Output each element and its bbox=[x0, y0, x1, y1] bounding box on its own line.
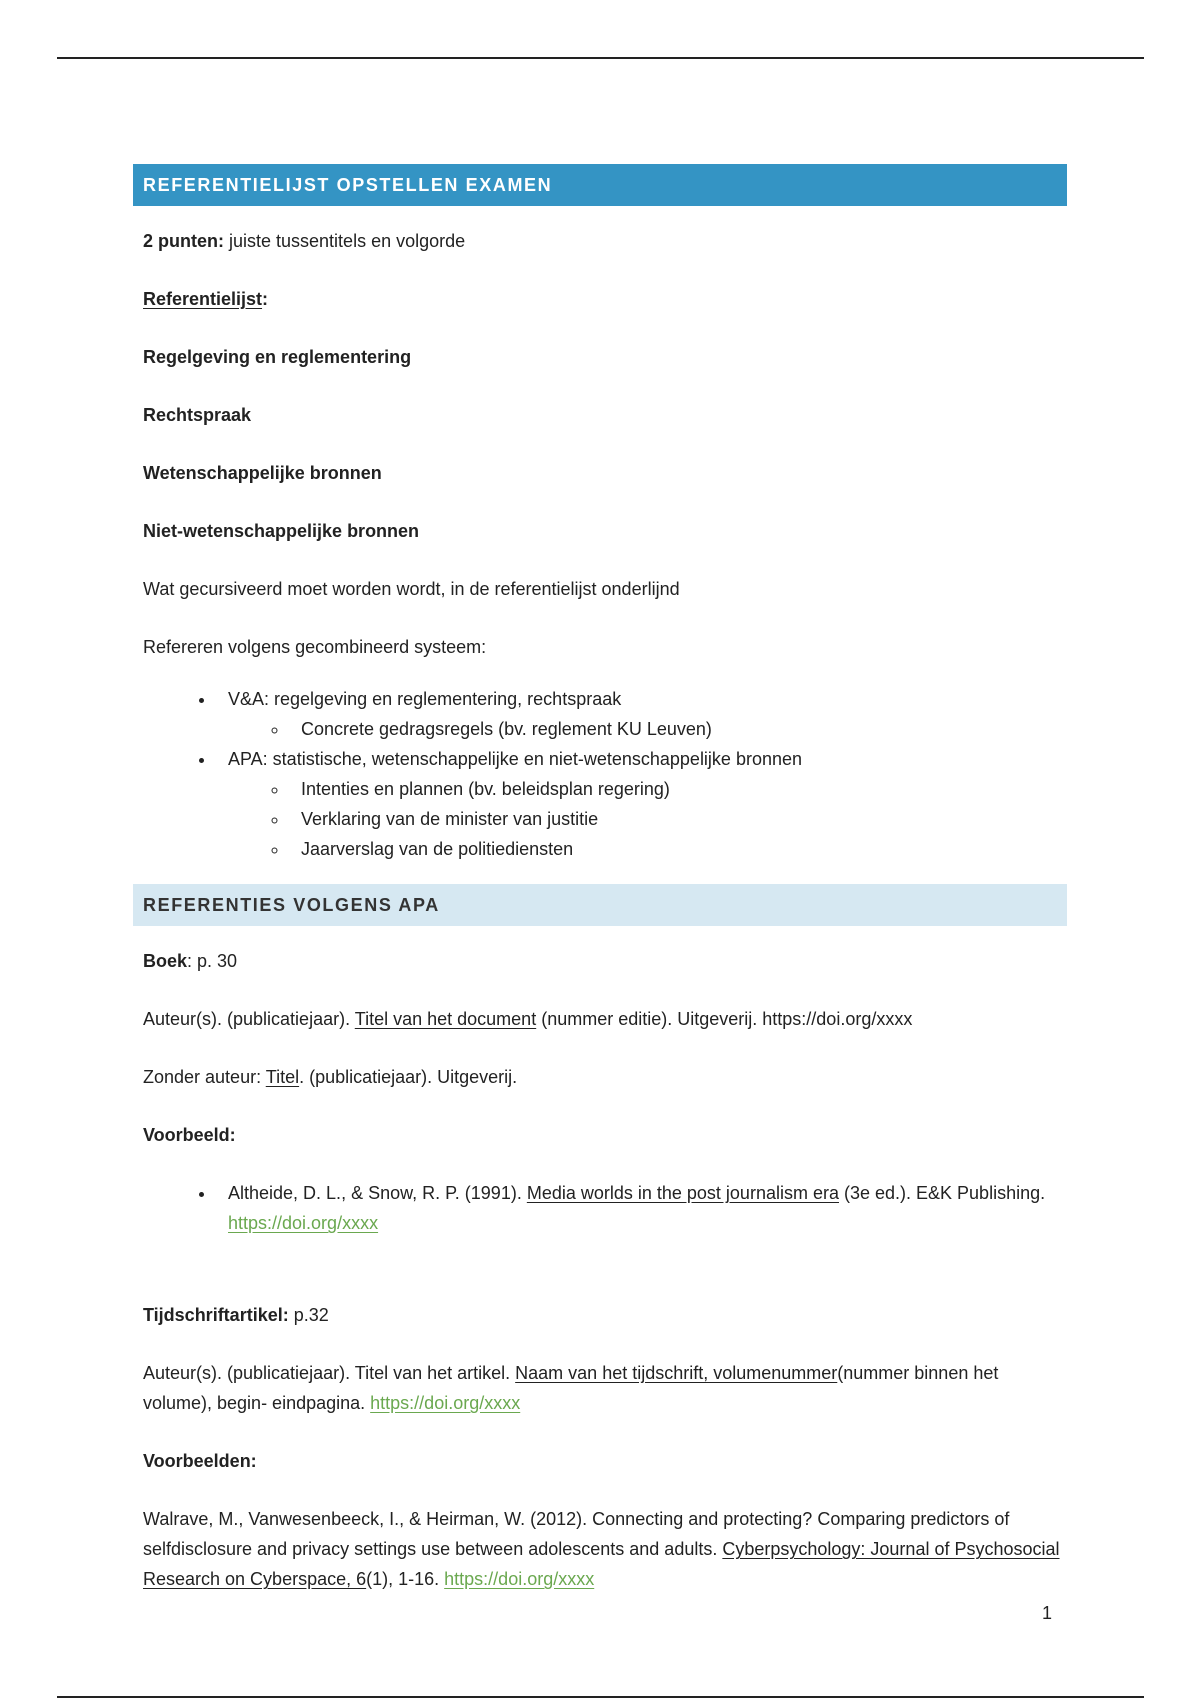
book-format-post: (nummer editie). Uitgeverij. https://doi.org/xxxx bbox=[536, 1009, 913, 1029]
book-label: Boek bbox=[143, 951, 188, 971]
book-example-pre: Altheide, D. L., & Snow, R. P. (1991). bbox=[228, 1183, 527, 1203]
book-noauthor bbox=[143, 1062, 1067, 1092]
list-item-text: V&A: regelgeving en reglementering, rechtspraak bbox=[228, 689, 622, 709]
footer-rule bbox=[57, 1696, 1144, 1698]
points-line bbox=[143, 226, 1067, 256]
reflist-label: Referentielijst bbox=[143, 289, 263, 309]
underline-note: Wat gecursiveerd moet worden wordt, in de referentielijst onderlijnd bbox=[143, 579, 680, 599]
sub-list-item: ◦ Intenties en plannen (bv. beleidsplan regering) bbox=[289, 774, 1067, 804]
article-example-journal: Cyberpsychology: Journal of Psychosocial Research on Cyberspace, 6 bbox=[143, 1539, 1060, 1589]
article-format-pre: Auteur(s). (publicatiejaar). Titel van het artikel. bbox=[143, 1363, 516, 1383]
article-label-line bbox=[143, 1300, 1067, 1330]
article-label: Tijdschriftartikel: bbox=[143, 1305, 289, 1325]
section-heading-referentielijst: REFERENTIELIJST OPSTELLEN EXAMEN bbox=[133, 164, 1067, 206]
article-page: p.32 bbox=[288, 1305, 329, 1325]
sub-list-item: ◦ Verklaring van de minister van justitie bbox=[289, 804, 1067, 834]
sub-list bbox=[228, 774, 1067, 864]
subtitle-regelgeving: Regelgeving en reglementering bbox=[143, 347, 412, 367]
book-label-line bbox=[143, 946, 1067, 976]
spacer bbox=[133, 1264, 1067, 1300]
list-item bbox=[216, 1178, 1067, 1238]
subtitle-niet-wetenschappelijk: Niet-wetenschappelijke bronnen bbox=[143, 521, 420, 541]
list-item-text: APA: statistische, wetenschappelijke en niet-wetenschappelijke bronnen bbox=[228, 749, 803, 769]
system-list bbox=[133, 684, 1067, 864]
system-intro: Refereren volgens gecombineerd systeem: bbox=[143, 637, 487, 657]
points-text: juiste tussentitels en volgorde bbox=[224, 231, 466, 251]
doi-link[interactable]: https://doi.org/xxxx bbox=[444, 1569, 595, 1589]
article-examples-label: Voorbeelden: bbox=[143, 1451, 257, 1471]
article-format bbox=[143, 1358, 1067, 1418]
list-item bbox=[216, 744, 1067, 864]
section-heading-apa: REFERENTIES VOLGENS APA bbox=[133, 884, 1067, 926]
book-format bbox=[143, 1004, 1067, 1034]
sub-list-item: ◦ Jaarverslag van de politiediensten bbox=[289, 834, 1067, 864]
reflist-colon: : bbox=[262, 289, 269, 309]
reflist-label-line bbox=[143, 284, 1067, 314]
book-noauthor-title: Titel bbox=[265, 1067, 300, 1087]
doi-link[interactable]: https://doi.org/xxxx bbox=[370, 1393, 521, 1413]
book-example-title: Media worlds in the post journalism era bbox=[526, 1183, 839, 1203]
document-body bbox=[133, 164, 1067, 1622]
points-label: 2 punten: bbox=[143, 231, 224, 251]
article-format-journal: Naam van het tijdschrift, volumenummer bbox=[515, 1363, 838, 1383]
article-example bbox=[143, 1504, 1067, 1594]
sub-list bbox=[228, 714, 1067, 744]
book-format-title: Titel van het document bbox=[354, 1009, 537, 1029]
book-example-post: (3e ed.). E&K Publishing. bbox=[838, 1183, 1046, 1203]
article-format-post: (nummer binnen het volume), begin- eindpagina. bbox=[143, 1363, 999, 1413]
book-example-list bbox=[133, 1178, 1067, 1238]
sub-list-item: ◦ Concrete gedragsregels (bv. reglement KU Leuven) bbox=[289, 714, 1067, 744]
book-page: : p. 30 bbox=[187, 951, 238, 971]
page-number: 1 bbox=[1042, 1603, 1053, 1623]
book-format-pre: Auteur(s). (publicatiejaar). bbox=[143, 1009, 355, 1029]
header-rule bbox=[57, 57, 1144, 59]
book-noauthor-post: . (publicatiejaar). Uitgeverij. bbox=[299, 1067, 518, 1087]
book-noauthor-pre: Zonder auteur: bbox=[143, 1067, 266, 1087]
list-item bbox=[216, 684, 1067, 744]
book-example-label: Voorbeeld: bbox=[143, 1125, 236, 1145]
doi-link[interactable]: https://doi.org/xxxx bbox=[228, 1213, 379, 1233]
subtitle-rechtspraak: Rechtspraak bbox=[143, 405, 252, 425]
article-example-post: (1), 1-16. bbox=[366, 1569, 445, 1589]
article-example-pre: Walrave, M., Vanwesenbeeck, I., & Heirman, W. (2012). Connecting and protecting? Comparing predictors of selfdisclosure and privacy settings use between adolescents and adults. bbox=[143, 1509, 1010, 1559]
subtitle-wetenschappelijk: Wetenschappelijke bronnen bbox=[143, 463, 382, 483]
